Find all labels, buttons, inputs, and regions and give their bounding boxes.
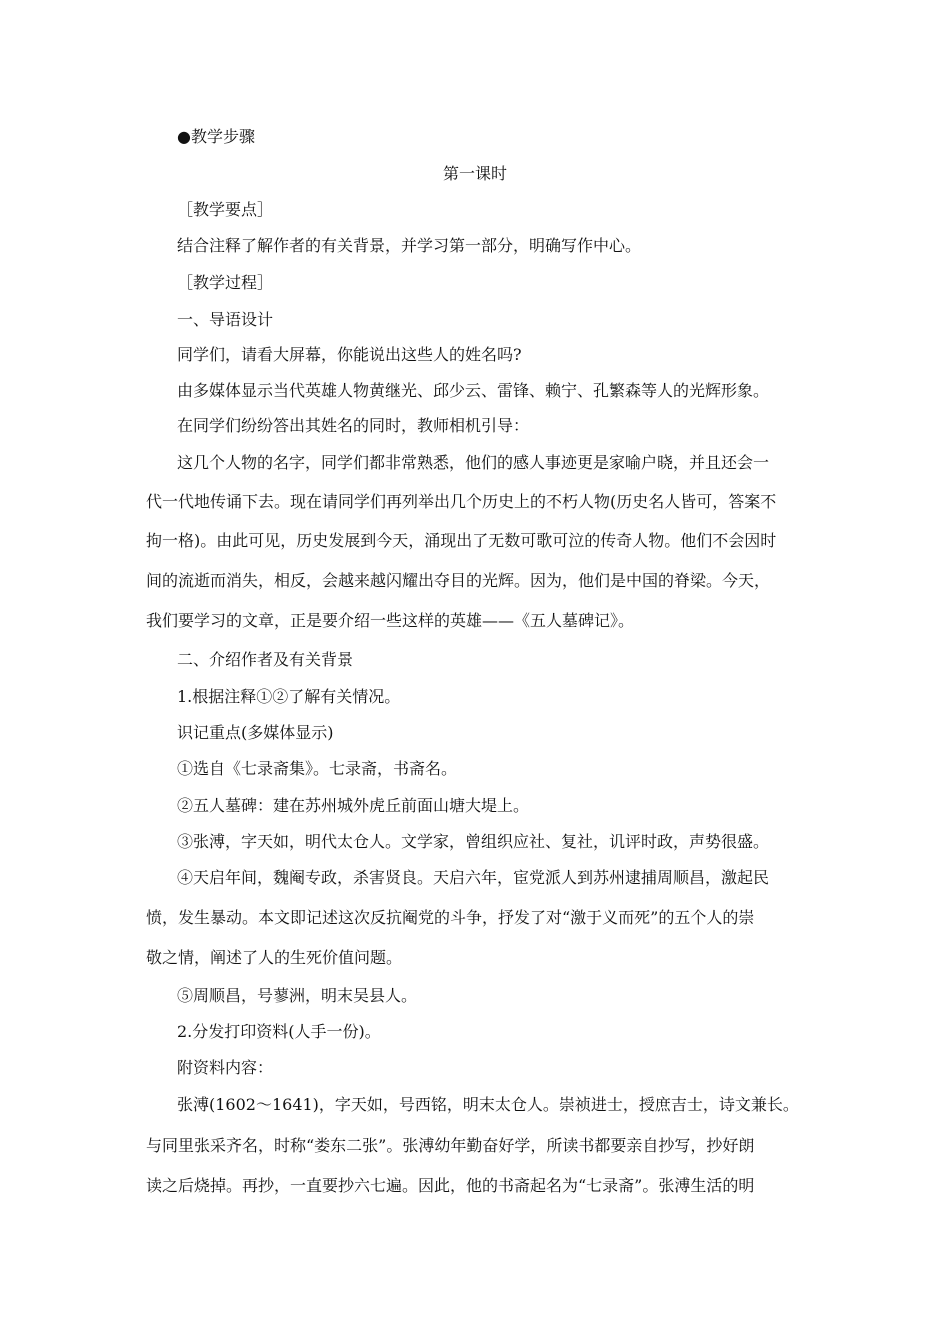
- paragraph-line: 我们要学习的文章，正是要介绍一些这样的英雄——《五人墓碑记》。: [146, 611, 635, 630]
- paragraph: 同学们，请看大屏幕，你能说出这些人的姓名吗?: [177, 345, 522, 364]
- paragraph: 由多媒体显示当代英雄人物黄继光、邱少云、雷锋、赖宁、孔繁森等人的光辉形象。: [177, 381, 770, 400]
- note-item: ②五人墓碑：建在苏州城外虎丘前面山塘大堤上。: [177, 796, 530, 815]
- paragraph: 在同学们纷纷答出其姓名的同时，教师相机引导：: [177, 416, 530, 435]
- memo-label: 识记重点(多媒体显示): [177, 723, 334, 742]
- note-item: ③张溥，字天如，明代太仓人。文学家，曾组织应社、复社，讥评时政，声势很盛。: [177, 832, 770, 851]
- part2-heading: 二、介绍作者及有关背景: [177, 650, 354, 669]
- list-item: 1.根据注释①②了解有关情况。: [177, 687, 401, 706]
- lesson-title: 第一课时: [442, 164, 507, 183]
- attachment-line: 读之后烧掉。再抄，一直要抄六七遍。因此，他的书斋起名为“七录斋”。张溥生活的明: [146, 1176, 755, 1195]
- paragraph-line: 代一代地传诵下去。现在请同学们再列举出几个历史上的不朽人物(历史名人皆可，答案不: [146, 492, 777, 511]
- note-item: ⑤周顺昌，号蓼洲，明末吴县人。: [177, 986, 418, 1005]
- process-label: ［教学过程］: [177, 273, 274, 292]
- part1-heading: 一、导语设计: [177, 310, 274, 329]
- attachment-line: 与同里张采齐名，时称“娄东二张”。张溥幼年勤奋好学，所读书都要亲自抄写，抄好朗: [146, 1136, 755, 1155]
- note-item: ①选自《七录斋集》。七录斋，书斋名。: [177, 759, 458, 778]
- key-points-label: ［教学要点］: [177, 200, 274, 219]
- paragraph-line: 这几个人物的名字，同学们都非常熟悉，他们的感人事迹更是家喻户晓，并且还会一: [177, 453, 770, 472]
- key-points-text: 结合注释了解作者的有关背景，并学习第一部分，明确写作中心。: [177, 236, 642, 255]
- note-line: 敬之情，阐述了人的生死价值问题。: [146, 948, 403, 967]
- paragraph-line: 间的流逝而消失，相反，会越来越闪耀出夺目的光辉。因为，他们是中国的脊梁。今天，: [146, 571, 771, 590]
- attachment-line: 张溥(1602～1641)，字天如，号西铭，明末太仓人。崇祯进士，授庶吉士，诗文兼长。: [177, 1095, 799, 1114]
- note-line: ④天启年间，魏阉专政，杀害贤良。天启六年，宦党派人到苏州逮捕周顺昌，激起民: [177, 868, 770, 887]
- list-item: 2.分发打印资料(人手一份)。: [177, 1022, 381, 1041]
- attachment-label: 附资料内容：: [177, 1058, 274, 1077]
- paragraph-line: 拘一格)。由此可见，历史发展到今天，涌现出了无数可歌可泣的传奇人物。他们不会因时: [146, 531, 777, 550]
- section-heading: ●教学步骤: [177, 127, 255, 146]
- note-line: 愤，发生暴动。本文即记述这次反抗阉党的斗争，抒发了对“激于义而死”的五个人的崇: [146, 908, 755, 927]
